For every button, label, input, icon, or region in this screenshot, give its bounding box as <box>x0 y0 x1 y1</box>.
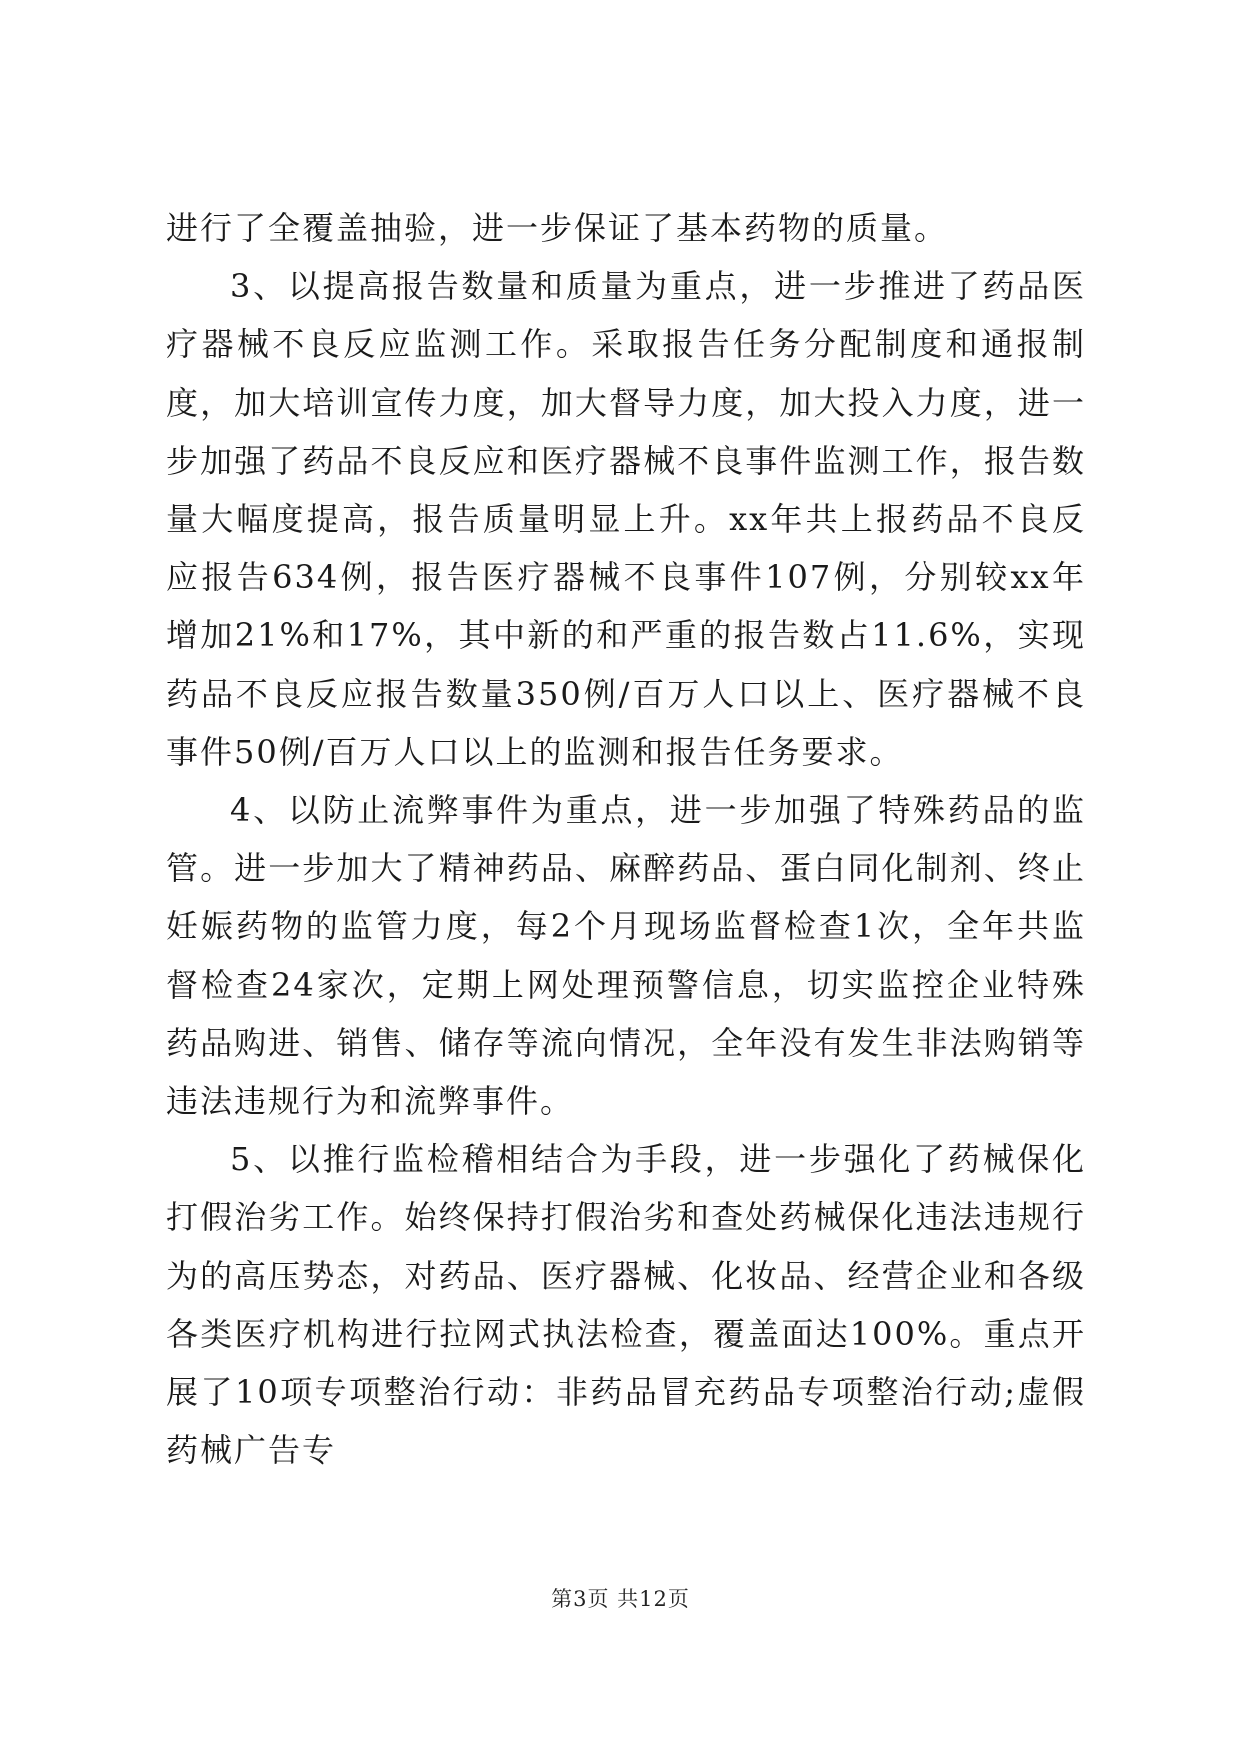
page-number-footer: 第3页 共12页 <box>551 1587 690 1611</box>
paragraph-continuation: 进行了全覆盖抽验，进一步保证了基本药物的质量。 <box>166 209 949 247</box>
paragraph-item-4: 4、以防止流弊事件为重点，进一步加强了特殊药品的监管。进一步加大了精神药品、麻醉药品、蛋白同化制剂、终止妊娠药物的监管力度，每2个月现场监督检查1次，全年共监督检查24家次，定期上网处理预警信息，切实监控企业特殊药品购进、销售、储存等流向情况，全年没有发生非法购销等违法违规行为和流弊事件。 <box>166 791 1086 1121</box>
document-body <box>166 199 1086 1479</box>
paragraph-item-5: 5、以推行监检稽相结合为手段，进一步强化了药械保化打假治劣工作。始终保持打假治劣和查处药械保化违法违规行为的高压势态，对药品、医疗器械、化妆品、经营企业和各级各类医疗机构进行拉网式执法检查，覆盖面达100%。重点开展了10项专项整治行动：非药品冒充药品专项整治行动;虚假药械广告专 <box>166 1140 1086 1470</box>
paragraph-item-3: 3、以提高报告数量和质量为重点，进一步推进了药品医疗器械不良反应监测工作。采取报告任务分配制度和通报制度，加大培训宣传力度，加大督导力度，加大投入力度，进一步加强了药品不良反应和医疗器械不良事件监测工作，报告数量大幅度提高，报告质量明显上升。xx年共上报药品不良反应报告634例，报告医疗器械不良事件107例，分别较xx年增加21%和17%，其中新的和严重的报告数占11.6%，实现药品不良反应报告数量350例/百万人口以上、医疗器械不良事件50例/百万人口以上的监测和报告任务要求。 <box>166 267 1086 771</box>
